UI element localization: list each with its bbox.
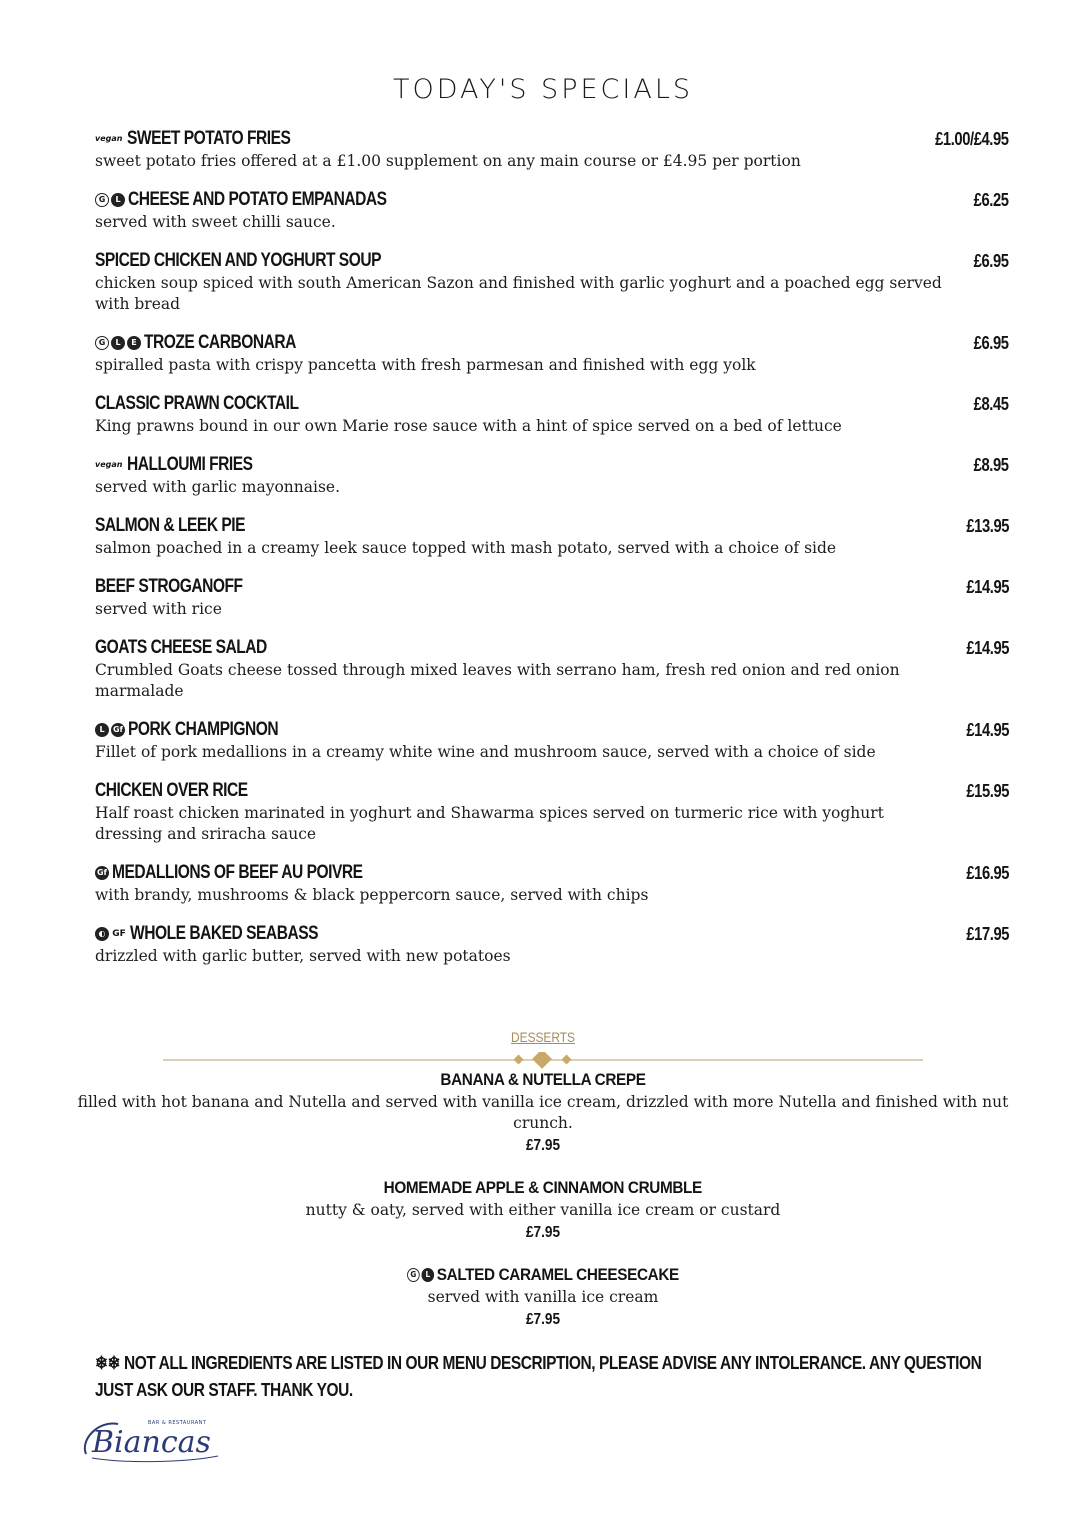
- special-item: [95, 249, 1011, 315]
- lactose-icon: L: [95, 723, 109, 737]
- item-price: £6.95: [974, 251, 1009, 271]
- item-name: SALMON & LEEK PIE: [95, 515, 246, 536]
- item-description: served with garlic mayonnaise.: [95, 478, 341, 496]
- item-description: served with rice: [95, 600, 222, 618]
- special-item: [95, 636, 1011, 702]
- allergen-icons: [95, 331, 141, 355]
- item-description: spiralled pasta with crispy pancetta with fresh parmesan and finished with egg yolk: [95, 356, 756, 374]
- item-description: King prawns bound in our own Marie rose sauce with a hint of spice served on a bed of lettuce: [95, 417, 842, 435]
- special-item: [95, 127, 1011, 172]
- vegan-icon: vegan: [95, 460, 123, 469]
- snowflake-icon: ❄❄: [95, 1353, 121, 1373]
- item-name: WHOLE BAKED SEABASS: [130, 923, 319, 944]
- item-price: £6.95: [974, 333, 1009, 353]
- allergy-notice-text: NOT ALL INGREDIENTS ARE LISTED IN OUR MENU DESCRIPTION, PLEASE ADVISE ANY INTOLERANCE. ANY QUESTION JUST ASK OUR STAFF. THANK YOU.: [95, 1353, 982, 1400]
- item-name: BEEF STROGANOFF: [95, 576, 243, 597]
- page-title: TODAY'S SPECIALS: [392, 74, 694, 105]
- allergen-icons: [95, 861, 109, 885]
- item-name: TROZE CARBONARA: [144, 332, 296, 353]
- item-name: MEDALLIONS OF BEEF AU POIVRE: [112, 862, 363, 883]
- gluten-icon: G: [95, 193, 109, 207]
- dessert-item: [60, 1176, 1026, 1245]
- specials-list: [95, 127, 1011, 983]
- item-description: with brandy, mushrooms & black peppercorn sauce, served with chips: [95, 886, 649, 904]
- special-item: [95, 779, 1011, 845]
- special-item: [95, 331, 1011, 376]
- item-name: PORK CHAMPIGNON: [128, 719, 279, 740]
- allergen-icons: [407, 1263, 434, 1287]
- desserts-heading: DESSERTS: [511, 1029, 575, 1045]
- special-item: [95, 718, 1011, 763]
- item-description: drizzled with garlic butter, served with new potatoes: [95, 947, 511, 965]
- item-description: Fillet of pork medallions in a creamy white wine and mushroom sauce, served with a choice of side: [95, 743, 876, 761]
- item-description: Half roast chicken marinated in yoghurt and Shawarma spices served on turmeric rice with yoghurt dressing and sriracha sauce: [95, 804, 884, 843]
- special-item: [95, 392, 1011, 437]
- vegan-icon: vegan: [95, 134, 123, 143]
- item-name: SPICED CHICKEN AND YOGHURT SOUP: [95, 250, 382, 271]
- logo-brand: Biancas: [92, 1425, 211, 1460]
- lactose-icon: L: [111, 336, 125, 350]
- item-price: £1.00/£4.95: [935, 129, 1009, 149]
- item-name: CLASSIC PRAWN COCKTAIL: [95, 393, 299, 414]
- biancas-logo: [78, 1410, 228, 1466]
- allergen-icons: [95, 718, 125, 742]
- item-price: £16.95: [966, 863, 1009, 883]
- dessert-description: served with vanilla ice cream: [427, 1288, 659, 1306]
- item-description: Crumbled Goats cheese tossed through mixed leaves with serrano ham, fresh red onion and red onion marmalade: [95, 661, 900, 700]
- item-description: served with sweet chilli sauce.: [95, 213, 336, 231]
- item-price: £14.95: [966, 720, 1009, 740]
- allergy-notice: [95, 1350, 1015, 1404]
- dessert-item: [60, 1068, 1026, 1158]
- special-item: [95, 575, 1011, 620]
- item-name: CHICKEN OVER RICE: [95, 780, 248, 801]
- item-price: £15.95: [966, 781, 1009, 801]
- special-item: [95, 453, 1011, 498]
- allergen-icons: [95, 453, 124, 477]
- dessert-name: HOMEMADE APPLE & CINNAMON CRUMBLE: [383, 1178, 703, 1197]
- item-price: £14.95: [966, 638, 1009, 658]
- item-name: CHEESE AND POTATO EMPANADAS: [128, 189, 387, 210]
- gluten-free-icon: Gf: [111, 723, 125, 737]
- dessert-item: [60, 1263, 1026, 1332]
- gluten-icon: G: [95, 336, 109, 350]
- allergen-icons: [95, 922, 127, 946]
- item-price: £8.45: [974, 394, 1009, 414]
- item-name: SWEET POTATO FRIES: [127, 128, 291, 149]
- gf-text-icon: GF: [112, 928, 126, 939]
- egg-icon: E: [127, 336, 141, 350]
- dessert-price: £7.95: [525, 1311, 561, 1328]
- item-name: HALLOUMI FRIES: [127, 454, 254, 475]
- item-description: sweet potato fries offered at a £1.00 supplement on any main course or £4.95 per portion: [95, 152, 801, 170]
- logo-tagline: BAR & RESTAURANT: [148, 1420, 207, 1426]
- allergen-icons: [95, 127, 124, 151]
- dessert-price: £7.95: [525, 1224, 561, 1241]
- item-description: salmon poached in a creamy leek sauce topped with mash potato, served with a choice of side: [95, 539, 837, 557]
- special-item: [95, 514, 1011, 559]
- dessert-description: filled with hot banana and Nutella and served with vanilla ice cream, drizzled with more Nutella and finished with nut crunch.: [77, 1093, 1009, 1132]
- dessert-description: nutty & oaty, served with either vanilla ice cream or custard: [305, 1201, 781, 1219]
- item-price: £8.95: [974, 455, 1009, 475]
- special-item: [95, 922, 1011, 967]
- special-item: [95, 188, 1011, 233]
- item-price: £17.95: [966, 924, 1009, 944]
- lactose-icon: L: [422, 1268, 435, 1282]
- item-name: GOATS CHEESE SALAD: [95, 637, 267, 658]
- item-price: £13.95: [966, 516, 1009, 536]
- dessert-name: SALTED CARAMEL CHEESECAKE: [436, 1265, 679, 1284]
- fish-icon: ◐: [95, 927, 109, 941]
- lactose-icon: L: [111, 193, 125, 207]
- gluten-free-icon: Gf: [95, 866, 109, 880]
- allergen-icons: [95, 188, 125, 212]
- item-price: £14.95: [966, 577, 1009, 597]
- gluten-icon: G: [407, 1268, 420, 1282]
- dessert-name: BANANA & NUTELLA CREPE: [440, 1070, 646, 1089]
- item-description: chicken soup spiced with south American Sazon and finished with garlic yoghurt and a poached egg served with bread: [95, 274, 942, 313]
- special-item: [95, 861, 1011, 906]
- item-price: £6.25: [974, 190, 1009, 210]
- dessert-price: £7.95: [525, 1137, 561, 1154]
